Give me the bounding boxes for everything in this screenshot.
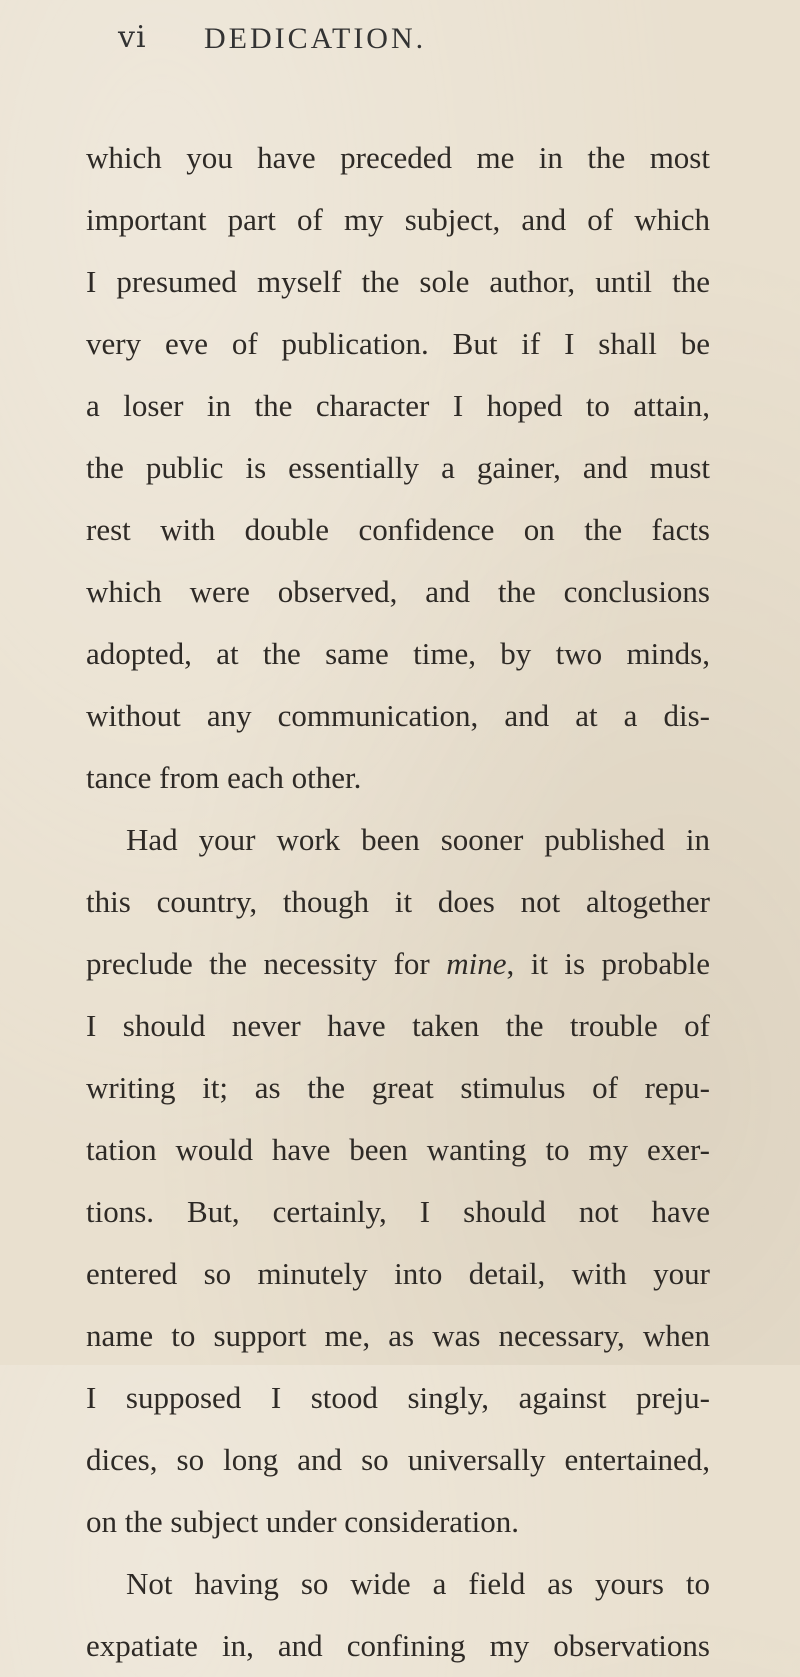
text-line: tions. But, certainly, I should not have [86, 1194, 710, 1229]
text-line: writing it; as the great stimulus of repu- [86, 1070, 710, 1105]
text-line: expatiate in, and confining my observations [86, 1628, 710, 1663]
text-line: which were observed, and the conclusions [86, 574, 710, 609]
text-line: without any communication, and at a dis- [86, 698, 710, 733]
text-line: tation would have been wanting to my exer- [86, 1132, 710, 1167]
text-line: dices, so long and so universally entertained, [86, 1442, 710, 1477]
text-line: which you have preceded me in the most [86, 140, 710, 175]
text-line: entered so minutely into detail, with your [86, 1256, 710, 1291]
page-number: vi [118, 20, 147, 55]
paragraph-start-line: Had your work been sooner published in [126, 822, 710, 857]
page-header [118, 20, 718, 60]
paragraph-start-line: Not having so wide a field as yours to [126, 1566, 710, 1601]
text-line: name to support me, as was necessary, when [86, 1318, 710, 1353]
paragraph-end-line: tance from each other. [86, 760, 362, 795]
text-line-with-emphasis: preclude the necessity for mine, it is probable [86, 946, 710, 981]
text-line: this country, though it does not altogether [86, 884, 710, 919]
text-line: a loser in the character I hoped to attain, [86, 388, 710, 423]
text-line: I presumed myself the sole author, until the [86, 264, 710, 299]
text-line: adopted, at the same time, by two minds, [86, 636, 710, 671]
text-line: I should never have taken the trouble of [86, 1008, 710, 1043]
text-line: rest with double confidence on the facts [86, 512, 710, 547]
text-line: the public is essentially a gainer, and must [86, 450, 710, 485]
body-text [86, 127, 710, 1677]
emphasized-word: mine [446, 946, 507, 981]
text-line: I supposed I stood singly, against preju- [86, 1380, 710, 1415]
paragraph-end-line: on the subject under consideration. [86, 1504, 520, 1539]
text-line: very eve of publication. But if I shall be [86, 326, 710, 361]
running-head: DEDICATION. [204, 22, 427, 55]
text-line: important part of my subject, and of which [86, 202, 710, 237]
